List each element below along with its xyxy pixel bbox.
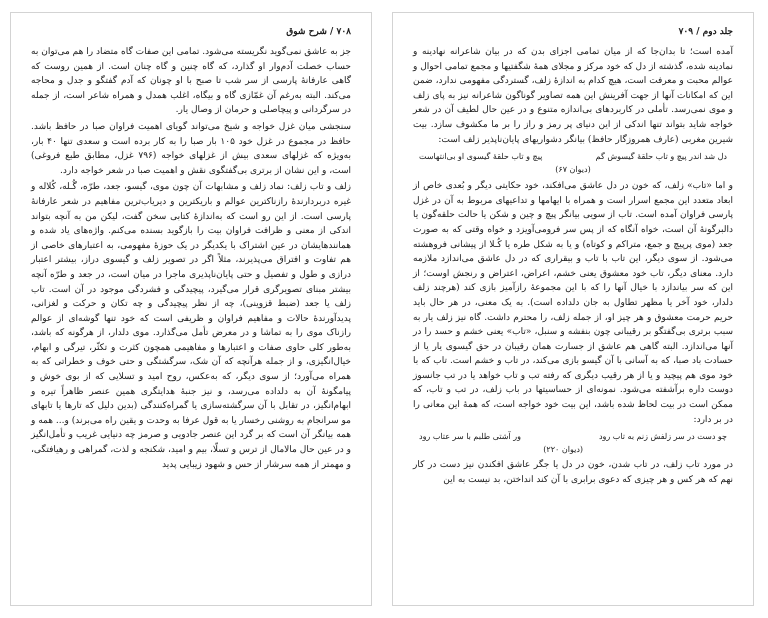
paragraph: جز به عاشق نمی‌گوید نگریسته می‌شود. تمامی این صفات گاه متضاد را هم می‌توان به حساب خصلت آدم‌وار او گذارد، که گاه چنین و گاه چنان است. از همین روست که گاهی عارفانهٔ پارسی از سر شب تا صبح با او چونان که آدم گفتگو و جدل و محاجه می‌کند. البته به‌رغم آن غمّازی گاه و بیگاه، اغلب همدل و همراه شاعر است، از جمله در سرگردانی و پیچاصلی و حرمان از وصال یار. <box>31 47 351 116</box>
verse-hemistich: چو دست در سر زلفش زنم به تاب رود <box>598 432 727 442</box>
verse-hemistich: ور آشتی طلبم با سر عتاب رود <box>419 432 521 442</box>
verse-hemistich: دل شد اندر پیچ و تاب حلقهٔ گیسوش گم <box>595 152 727 162</box>
verse-couplet <box>419 150 727 163</box>
paragraph: در مورد تاب زلف، در تاب شدن، خون در دل یا جگر عاشق افکندن نیز دست در کار نهم که هر کس و هر چیزی که دعوی برابری با آن کند انداختن، بد نیست به این <box>413 460 733 485</box>
left-page <box>10 12 372 606</box>
paragraph: زلف و تاب زلف: نماد زلف و مشابهات آن چون موی، گیسو، جعد، طرّه، گُـله، کُلاله و غیره دربردارندهٔ رازناکترین عوالم و باریکترین و دیریاب‌ترین مفاهیم در شعر عارفانهٔ پارسی است. از این رو است که به‌اندازهٔ کتابی سخن گفت، لیکن من به آنچه بتواند اندکی از معنی و ظرافت فراوان بیت را بازگوید بسنده می‌کنم. واژه‌های یاد شده و همانندهایشان در عین اشتراک با یکدیگر در یک حوزهٔ مفهومی، به اعتبارهای خاصی از هم تفاوت و افتراق می‌پذیرند، مثلاً اگر در تصویر زلف و گیسوی دراز، بیشتر اعتبار درازی و طول و تفصیل و حتی پایان‌ناپذیری ماجرا در میان است، در جعد و طرّه آنچه بیشتر مبنای تصویرگری قرار می‌گیرد، پیچیدگی و فشردگی موجود در آن است. تاب زلف یا جعد (ضبط قزوینی)، چه از نظر پیچیدگی و چه تکان و حرکت و لغزانی، پدیدآورندهٔ حالات و مفاهیم فراوان و ظریفی است که خود تنها گوشه‌ای از عوالم رازناک موی را به تماشا و در معرض تأمل می‌گذارد. موی دلدار، از هرگونه که باشد، به‌طور کلی حاوی صفات و اعتبارها و مفاهیمی همچون کثرت و تکثّر، تیرگی و ابهام، خیال‌انگیزی، و از جمله هرآنچه که آن شک، سرگشتگی و حتی خوف و خطراتی که به همراه می‌آورد؛ از سوی دیگر، که به‌عکس، روح امید و تسلایی که از بوی خوش و پیامگونهٔ آن به دلداده می‌رسد، و نیز جنبهٔ هدایتگری همین عنصر ظاهراً تیره و ابهام‌انگیز، در تقابل با آن سرگشته‌سازی یا گمراه‌کنندگی (بدین دلیل که تارها یا تابهای مو سرانجام به روشنی رخسار یا به قول عرفا به وحدت و یقین راه می‌برند) و... همه و همه بیانگر آن است که بر گرد این عنصر جادویی و صرمز چه دنیایی غریب و تأمل‌انگیز و در عین حال مالامال از ترس و تسلّا، بیم و امید، شکنجه و لذت، گمراهی و رهیافتگی، و مهمتر از همه سرشار از حس و شهود زیبایی پدید <box>31 182 351 470</box>
right-page <box>392 12 754 606</box>
right-page-content <box>413 26 733 595</box>
paragraph: سنجشی میان غزل خواجه و شیخ می‌تواند گویای اهمیت فراوان صبا در حافظ باشد. حافظ در مجموع در غزل خود ۱۰۵ بار صبا را به کار برده است و سعدی تنها ۴۰ بار، به‌ویژه که غزلهای سعدی بیش از غزلهای خواجه (۷۹۶ غزل، مطابق طبع فروغی) است، و این نشان از برتری بی‌گفتگوی نقش و اهمیت صبا در شعر خواجه دارد. <box>31 121 351 176</box>
verse-reference: (دیوان ۶۷) <box>555 165 591 175</box>
paragraph: آمده است؛ تا بدان‌جا که از میان تمامی اجزای بدن که در بیان شاعرانه نهادینه و نمادینه شده، گذشته از دل که خود مرکز و مجلای همهٔ شگفتیها و مجمع تمامی احوال و عوالم محبت و معرفت است، هیچ کدام به اندازهٔ زلف، گستردگی مفهومی ندارد، ضمن این که امکانات آنها از جهت آفرینش این همه تصاویر گوناگون شاعرانه نیز به پای زلف و موی نمی‌رسد. تأملی در کاربردهای بی‌اندازه متنوع و در عین حال لطیف آن در شعر خواجه شاید بتواند تنها اندکی از این دنیای پر رمز و راز را بر ما مکشوف سازد. بیت شیرین مغربی (عارف همروزگار حافظ) بیانگر دشواریهای پایان‌ناپذیر زلف است: <box>413 47 733 145</box>
verse-couplet <box>419 430 727 443</box>
paragraph: و اما «تاب» زلف، که خون در دل عاشق می‌افکند، خود حکایتی دیگر و بُعدی خاص از ابعاد متعدد این مجمع اسرار است و همراه با ایهامها و تداعیهای مربوط به آن در غزل پارسی فراوان آمده است. تاب از سویی بیانگر پیچ و چین و شکن یا حالت حلقه‌گون یا دالبرگونهٔ آن است، خواه آنگاه که از پس سر فرومی‌آویزد و خواه وقتی که به صورت جعد (موی پرپیچ و جمع، متراکم و کوتاه) و یا به شکل طره یا کُـلا از پیشانی فروهشته می‌شود. از سوی دیگر، این تاب با تاب و بیقراری که در دل عاشق می‌اندازد ملازمه دارد. معنای دیگر، تاب خود معشوق یعنی خشم، اعراض، اعتراض و رنجش اوست؛ از این که سر بیاندازد با خیال آنها را که با این مجموعهٔ رازآمیز بازی کند (هرچند زلف دلدار، خود آخر یا مظهر تطاول به جان دلداده است). به یک معنی، در هر حال باید حریم حرمت معشوق و هر چیز او، از جمله زلف، را محترم داشت. گاه نیز زلف یار به سبب برتری بی‌گفتگو بر رقیبانی چون بنفشه و سنبل، «تاب» یعنی خشم و حسد را در آنها می‌اندازد. البته گاهی هم عاشق از جسارت همان رقیبان در حق گیسوی یار یا از حسادت باد صبا، که به آسانی با آن گیسو بازی می‌کند، در تاب و خشم است. تاب که با خود موی هم پیچید و یا از هر رقیب دیگری که رفته تب و تاب خواهد یا در تب جانسوز دوست داره برآشفته می‌شود. نمونه‌ای از حساسیتها در باب زلف، در تب و تاب، که ممکن است در بیت لحاظ شده باشد، این بیت خود خواجه است، که همهٔ این معانی را در بر دارد: <box>413 181 733 425</box>
page-header: ۷۰۸ / شرح شوق <box>286 27 351 37</box>
page-header: جلد دوم / ۷۰۹ <box>678 27 733 37</box>
verse-hemistich: پیچ و تاب حلقهٔ گیسوی او بی‌انتهاست <box>419 152 543 162</box>
verse-reference: (دیوان ۲۲۰) <box>543 445 583 455</box>
left-page-content <box>31 26 351 595</box>
